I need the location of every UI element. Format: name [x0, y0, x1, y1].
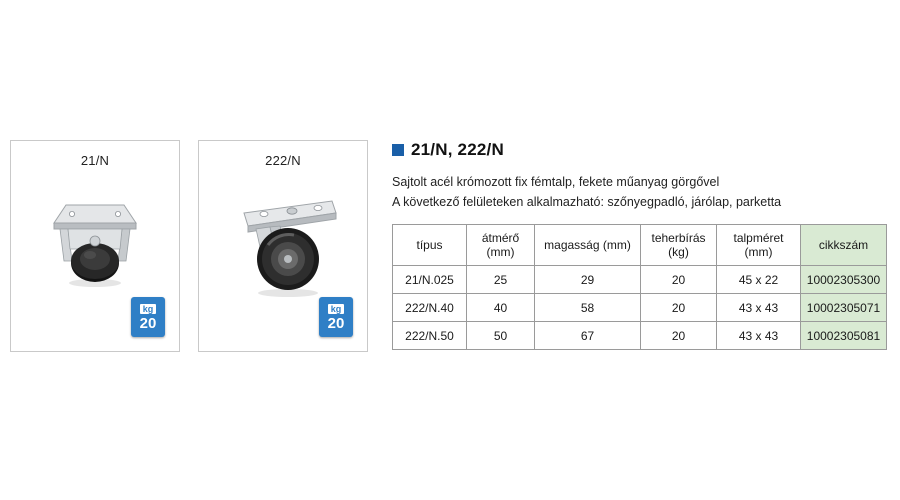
table-row: [393, 266, 887, 294]
square-bullet-icon: [392, 144, 404, 156]
cell-teherbiras: 20: [641, 322, 717, 350]
cell-talpmeret: 45 x 22: [717, 266, 801, 294]
column-header-line1: magasság (mm): [544, 238, 631, 252]
column-header-line1: típus: [416, 238, 443, 252]
cell-tipus: 21/N.025: [393, 266, 467, 294]
product-details: [392, 140, 886, 350]
column-header-line2: (kg): [668, 245, 689, 259]
column-header-line1: talpméret: [733, 231, 784, 245]
cell-atmero: 40: [467, 294, 535, 322]
cell-teherbiras: 20: [641, 266, 717, 294]
cell-magassag: 67: [535, 322, 641, 350]
load-capacity-badge: [319, 297, 353, 337]
specification-table: [392, 224, 887, 350]
cell-magassag: 58: [535, 294, 641, 322]
column-header-line1: cikkszám: [818, 238, 869, 252]
load-capacity-badge: [131, 297, 165, 337]
badge-value-label: 20: [139, 314, 157, 332]
column-header-cikkszam: [801, 225, 887, 266]
cell-magassag: 29: [535, 266, 641, 294]
column-header-teherbiras: [641, 225, 717, 266]
product-card-title: 222/N: [265, 153, 301, 168]
table-header-row: [393, 225, 887, 266]
caster-21n-image: [11, 179, 179, 309]
description-line-2: A következő felületeken alkalmazható: szőnyegpadló, járólap, parketta: [392, 195, 782, 209]
cell-teherbiras: 20: [641, 294, 717, 322]
column-header-atmero: [467, 225, 535, 266]
cell-atmero: 50: [467, 322, 535, 350]
table-row: [393, 294, 887, 322]
cell-cikkszam: 10002305081: [801, 322, 887, 350]
column-header-tipus: [393, 225, 467, 266]
caster-222n-image: [199, 179, 367, 309]
product-card-21n: [10, 140, 180, 352]
page-title-text: 21/N, 222/N: [411, 140, 504, 159]
column-header-line1: teherbírás: [651, 231, 706, 245]
product-image-cards: [10, 140, 368, 352]
cell-talpmeret: 43 x 43: [717, 294, 801, 322]
badge-value-label: 20: [327, 314, 345, 332]
column-header-line2: (mm): [744, 245, 773, 259]
cell-cikkszam: 10002305300: [801, 266, 887, 294]
column-header-line1: átmérő: [481, 231, 520, 245]
product-card-title: 21/N: [80, 153, 110, 168]
description-line-1: Sajtolt acél krómozott fix fémtalp, fekete műanyag görgővel: [392, 175, 720, 189]
cell-tipus: 222/N.40: [393, 294, 467, 322]
cell-cikkszam: 10002305071: [801, 294, 887, 322]
column-header-line2: (mm): [486, 245, 515, 259]
table-row: [393, 322, 887, 350]
cell-atmero: 25: [467, 266, 535, 294]
column-header-talpmeret: [717, 225, 801, 266]
cell-talpmeret: 43 x 43: [717, 322, 801, 350]
badge-unit-label: kg: [328, 304, 345, 314]
page-title: [392, 140, 886, 160]
product-card-222n: [198, 140, 368, 352]
column-header-magassag: [535, 225, 641, 266]
badge-unit-label: kg: [140, 304, 157, 314]
cell-tipus: 222/N.50: [393, 322, 467, 350]
